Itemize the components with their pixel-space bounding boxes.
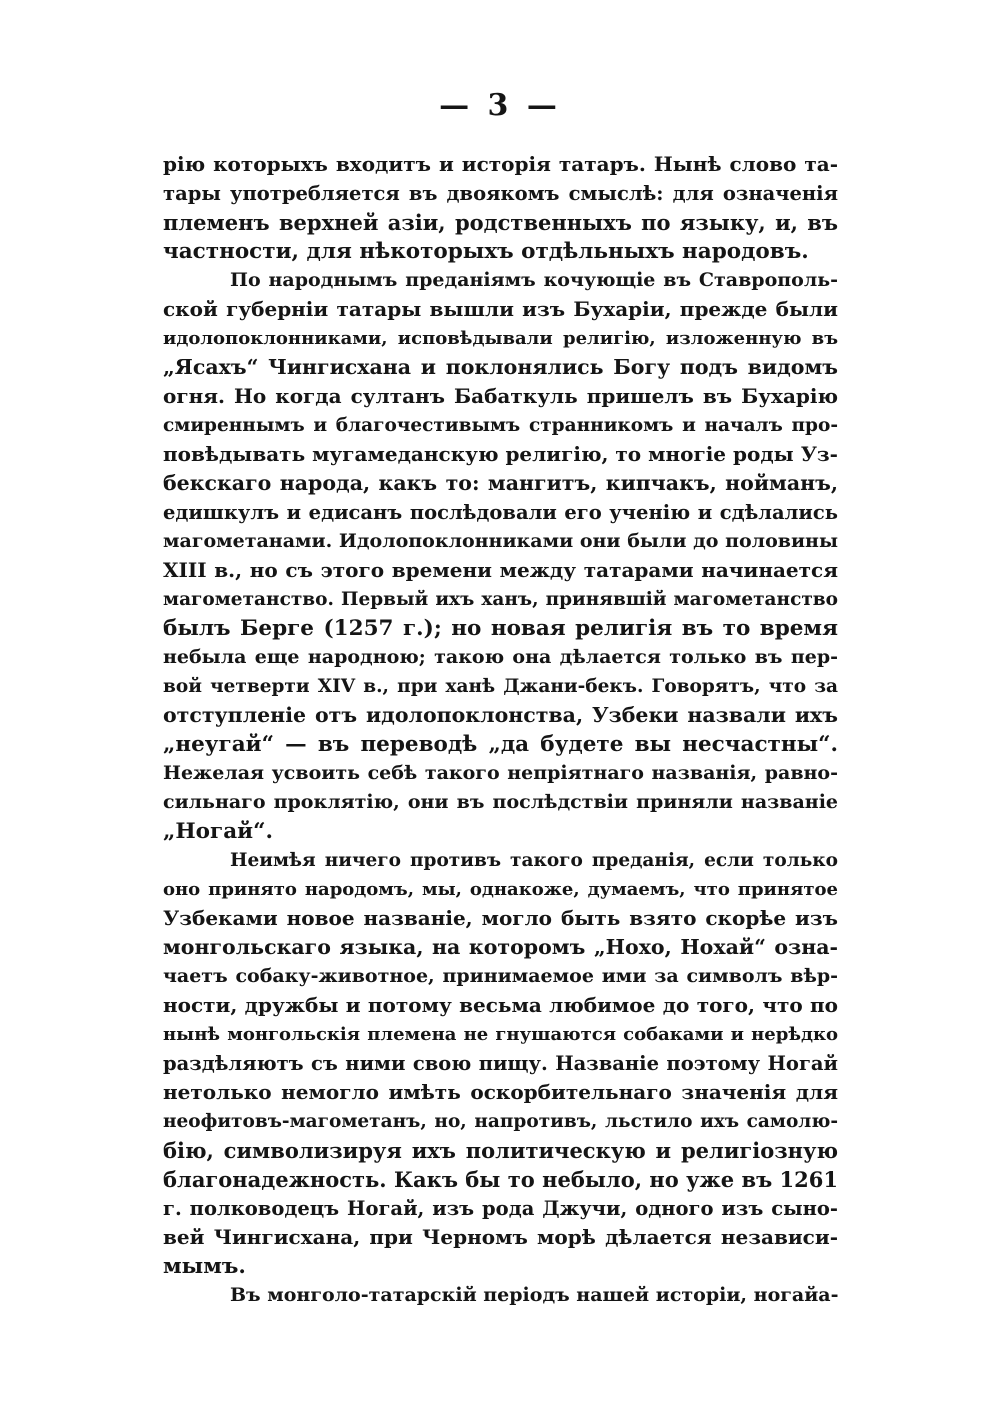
text-line: Узбеками новое названіе, могло быть взято скорѣе изъ [163,906,838,930]
text-line: неофитовъ-магометанъ, но, напротивъ, льстило ихъ самолю- [163,1111,838,1132]
text-line: Въ монголо-татарскій періодъ нашей исторіи, ногайа- [230,1284,839,1306]
text-line: огня. Но когда султанъ Бабаткуль пришелъ въ Бухарію [163,384,838,408]
text-line: вей Чингисхана, при Черномъ морѣ дѣлается независи- [163,1225,838,1249]
text-line: былъ Берге (1257 г.); но новая религія въ то время [163,616,838,641]
text-line: XIII в., но съ этого времени между татарами начинается [163,558,838,582]
text-line: магометанами. Идолопоклонниками они были до половины [163,530,838,552]
text-line: нетолько немогло имѣть оскорбительнаго значенія для [163,1080,838,1104]
text-line: чаетъ собаку-животное, принимаемое ими за символъ вѣр- [163,965,838,987]
text-line: идолопоклонниками, исповѣдывали религію, изложенную въ [163,328,838,349]
text-line: сильнаго проклятію, они въ послѣдствіи приняли названіе [163,791,838,813]
text-line: тары употребляется въ двоякомъ смыслѣ: для означенія [163,182,838,205]
text-line: „Ясахъ“ Чингисхана и поклонялись Богу подъ видомъ [163,355,838,379]
text-line: По народнымъ преданіямъ кочующіе въ Ставрополь- [230,269,838,291]
text-line: мымъ. [163,1254,246,1279]
text-line: ской губерніи татары вышли изъ Бухаріи, прежде были [163,297,838,321]
text-line: отступленіе отъ идолопоклонства, Узбеки назвали ихъ [163,703,838,727]
text-line: смиреннымъ и благочестивымъ странникомъ и началъ про- [163,415,838,436]
text-line: ности, дружбы и потому весьма любимое до того, что по [163,993,838,1017]
text-line: „неугай“ — въ переводѣ „да будете вы несчастны“. [163,732,838,757]
text-line: раздѣляютъ съ ними свою пищу. Названіе поэтому Ногай [163,1052,838,1075]
text-line: бекскаго народа, какъ то: мангитъ, кипчакъ, нойманъ, [163,471,838,495]
text-line: Неимѣя ничего противъ такого преданія, если только [230,850,838,871]
text-line: г. полководецъ Ногай, изъ рода Джучи, одного изъ сыно- [163,1197,838,1220]
text-line: благонадежность. Какъ бы то небыло, но уже въ 1261 [163,1167,838,1192]
text-line: частности, для нѣкоторыхъ отдѣльныхъ народовъ. [163,239,809,264]
text-line: Нежелая усвоить себѣ такого непріятнаго названія, равно- [163,762,838,784]
text-line: бію, символизируя ихъ политическую и религіозную [163,1138,838,1163]
text-line: небыла еще народною; такою она дѣлается только въ пер- [163,646,838,668]
text-line: магометанство. Первый ихъ ханъ, принявшій магометанство [163,589,838,610]
text-line: „Ногай“. [163,819,273,844]
text-line: рію которыхъ входитъ и исторія татаръ. Нынѣ слово та- [163,152,838,176]
text-line: повѣдывать мугамеданскую религію, то многіе роды Уз- [163,442,838,466]
text-line: вой четверти XIV в., при ханѣ Джани-бекъ. Говорятъ, что за [163,676,838,697]
text-line: оно принято народомъ, мы, однакоже, думаемъ, что принятое [163,879,838,900]
page-number: — 3 — [439,88,561,123]
text-line: нынѣ монгольскія племена не гнушаются собаками и нерѣдко [163,1024,838,1045]
text-line: монгольскаго языка, на которомъ „Нохо, Нохай“ озна- [163,935,838,959]
text-line: едишкулъ и едисанъ послѣдовали его ученію и сдѣлались [163,501,838,524]
text-line: племенъ верхней азіи, родственныхъ по языку, и, въ [163,210,838,235]
body-text [163,150,838,1310]
